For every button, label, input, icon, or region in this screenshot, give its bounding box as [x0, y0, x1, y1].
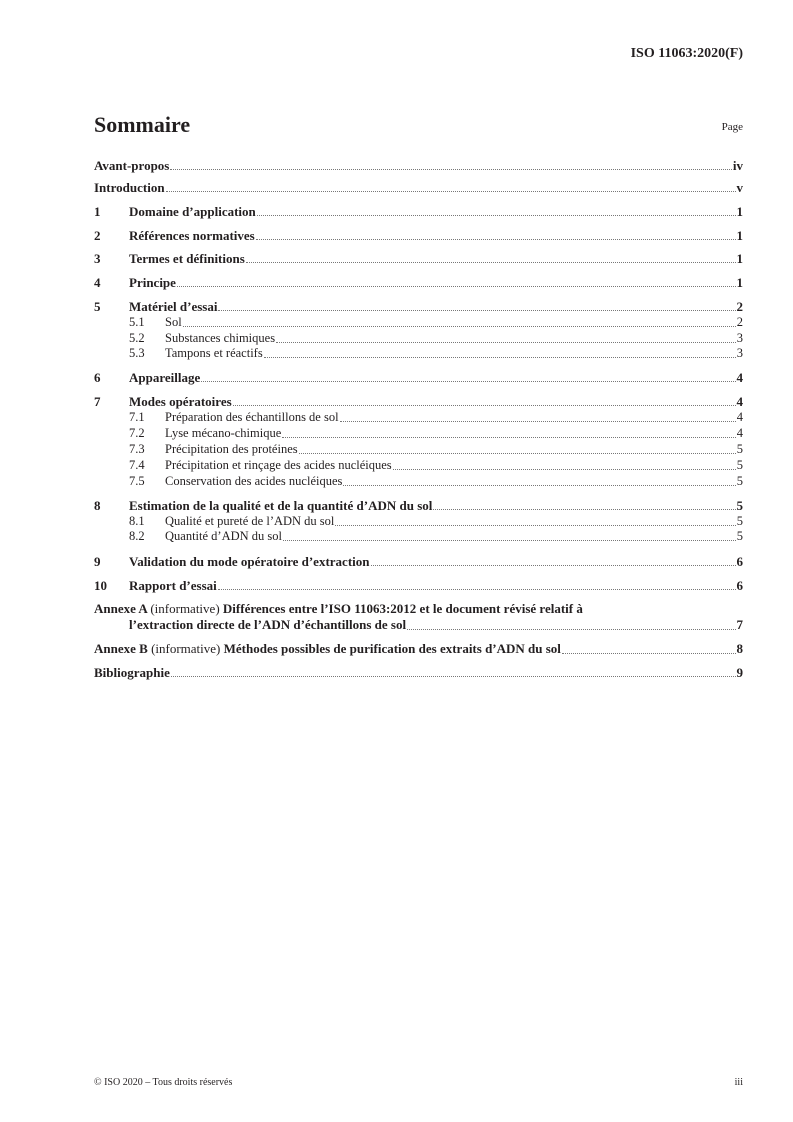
page-column-label: Page	[721, 121, 743, 133]
annex-label: Annexe A	[94, 601, 148, 616]
dot-leader	[335, 525, 735, 526]
dot-leader	[393, 469, 736, 470]
entry-title: Matériel d’essai	[129, 299, 218, 314]
entry-title: Domaine d’application	[129, 204, 256, 219]
annex-title-line1: Différences entre l’ISO 11063:2012 et le document révisé relatif à	[222, 601, 583, 616]
document-id: ISO 11063:2020(F)	[630, 46, 743, 61]
entry-title: Conservation des acides nucléiques	[165, 474, 343, 488]
entry-title: Précipitation des protéines	[165, 442, 298, 456]
page-number: 5	[736, 474, 743, 488]
entry-title: Appareillage	[129, 370, 201, 385]
page-number: 1	[736, 204, 743, 219]
entry-title: Références normatives	[129, 228, 255, 243]
toc-entry[interactable]	[94, 228, 743, 243]
toc-entry[interactable]	[94, 315, 743, 330]
entry-number: 3	[94, 251, 101, 266]
page-number: 1	[736, 251, 743, 266]
entry-number: 1	[94, 204, 101, 219]
page-number: 4	[736, 410, 743, 424]
entry-title: Quantité d’ADN du sol	[165, 529, 282, 543]
toc-entry[interactable]	[94, 410, 743, 425]
entry-title: Substances chimiques	[165, 331, 276, 345]
page-number: 6	[736, 554, 743, 569]
entry-number: 5.1	[129, 315, 145, 329]
annex-type: (informative)	[150, 601, 220, 616]
toc-entry[interactable]	[94, 370, 743, 385]
entry-title: Estimation de la qualité et de la quantité d’ADN du sol	[129, 498, 433, 513]
dot-leader	[166, 191, 736, 192]
entry-number: 7.3	[129, 442, 145, 456]
entry-number: 6	[94, 370, 101, 385]
entry-number: 7.2	[129, 426, 145, 440]
dot-leader	[218, 310, 735, 311]
dot-leader	[170, 169, 732, 170]
entry-number: 5.2	[129, 331, 145, 345]
page-number: 5	[736, 442, 743, 456]
dot-leader	[246, 262, 736, 263]
dot-leader	[299, 453, 736, 454]
entry-title: Termes et définitions	[129, 251, 245, 266]
toc-entry[interactable]	[94, 275, 743, 290]
toc-entry[interactable]	[94, 251, 743, 266]
page-number: 2	[736, 315, 743, 329]
dot-leader	[276, 342, 736, 343]
page-number: 6	[736, 578, 743, 593]
entry-number: 7	[94, 394, 101, 409]
dot-leader	[283, 540, 736, 541]
dot-leader	[371, 565, 736, 566]
dot-leader	[171, 676, 736, 677]
toc-entry[interactable]	[94, 299, 743, 314]
toc-entry-annex-b[interactable]	[94, 641, 743, 657]
page-number: 2	[736, 299, 743, 314]
toc-entry[interactable]	[94, 180, 743, 195]
entry-number: 8.1	[129, 514, 145, 528]
dot-leader	[433, 509, 735, 510]
toc-entry[interactable]	[94, 331, 743, 346]
annex-label: Annexe B	[94, 641, 148, 656]
dot-leader	[264, 357, 736, 358]
dot-leader	[177, 286, 736, 287]
dot-leader	[562, 653, 736, 654]
dot-leader	[407, 629, 735, 630]
entry-title: Principe	[129, 275, 176, 290]
page-number: 4	[736, 426, 743, 440]
toc-entry[interactable]	[94, 554, 743, 569]
page-number: 4	[736, 370, 743, 385]
toc-entry[interactable]	[94, 394, 743, 409]
entry-number: 5	[94, 299, 101, 314]
entry-title: Validation du mode opératoire d’extraction	[129, 554, 370, 569]
entry-title: Qualité et pureté de l’ADN du sol	[165, 514, 335, 528]
dot-leader	[282, 437, 735, 438]
page-number: 5	[736, 529, 743, 543]
page-number: 1	[736, 275, 743, 290]
entry-title: Modes opératoires	[129, 394, 232, 409]
page-title: Sommaire	[94, 112, 191, 137]
toc-entry-bibliography[interactable]	[94, 665, 743, 680]
entry-number: 7.1	[129, 410, 145, 424]
entry-number: 8.2	[129, 529, 145, 543]
entry-title: Introduction	[94, 180, 165, 195]
annex-title: Méthodes possibles de purification des extraits d’ADN du sol	[223, 641, 561, 656]
toc-entry[interactable]	[94, 204, 743, 219]
toc-entry[interactable]	[94, 498, 743, 513]
entry-title: Sol	[165, 315, 182, 329]
page-number: 9	[736, 665, 743, 680]
entry-title: Lyse mécano-chimique	[165, 426, 282, 440]
page-number: 3	[736, 346, 743, 360]
page-number: 4	[736, 394, 743, 409]
toc-entry[interactable]	[94, 514, 743, 529]
toc-entry[interactable]	[94, 474, 743, 489]
page-number: 7	[736, 617, 743, 632]
page-number: 5	[736, 514, 743, 528]
annex-type: (informative)	[151, 641, 221, 656]
dot-leader	[218, 589, 736, 590]
toc-entry[interactable]	[94, 426, 743, 441]
page-number: 3	[736, 331, 743, 345]
page-number: iv	[732, 158, 743, 173]
toc-entry[interactable]	[94, 442, 743, 457]
dot-leader	[340, 421, 736, 422]
dot-leader	[257, 215, 736, 216]
toc-entry[interactable]	[94, 529, 743, 544]
dot-leader	[233, 405, 736, 406]
page-number: 5	[736, 498, 743, 513]
toc-entry[interactable]	[94, 158, 743, 173]
entry-number: 4	[94, 275, 101, 290]
dot-leader	[201, 381, 735, 382]
toc-entry[interactable]	[94, 346, 743, 361]
entry-number: 2	[94, 228, 101, 243]
entry-title: Précipitation et rinçage des acides nucléiques	[165, 458, 392, 472]
page-number: v	[736, 180, 743, 195]
page-number: 8	[736, 641, 743, 656]
entry-title: Préparation des échantillons de sol	[165, 410, 339, 424]
toc-entry-annex-a[interactable]	[94, 601, 743, 633]
toc-entry[interactable]	[94, 578, 743, 593]
entry-number: 8	[94, 498, 101, 513]
dot-leader	[256, 239, 736, 240]
toc-entry[interactable]	[94, 458, 743, 473]
dot-leader	[183, 326, 736, 327]
entry-number: 7.5	[129, 474, 145, 488]
annex-title-line2: l’extraction directe de l’ADN d’échantillons de sol	[129, 617, 407, 632]
entry-title: Avant-propos	[94, 158, 170, 173]
page-number: 1	[736, 228, 743, 243]
entry-title: Tampons et réactifs	[165, 346, 263, 360]
footer-copyright: © ISO 2020 – Tous droits réservés	[94, 1077, 233, 1088]
entry-number: 5.3	[129, 346, 145, 360]
entry-title: Bibliographie	[94, 665, 170, 680]
entry-number: 9	[94, 554, 101, 569]
footer-page-number: iii	[734, 1077, 743, 1088]
dot-leader	[343, 485, 735, 486]
entry-number: 7.4	[129, 458, 145, 472]
page-number: 5	[736, 458, 743, 472]
entry-number: 10	[94, 578, 107, 593]
entry-title: Rapport d’essai	[129, 578, 217, 593]
